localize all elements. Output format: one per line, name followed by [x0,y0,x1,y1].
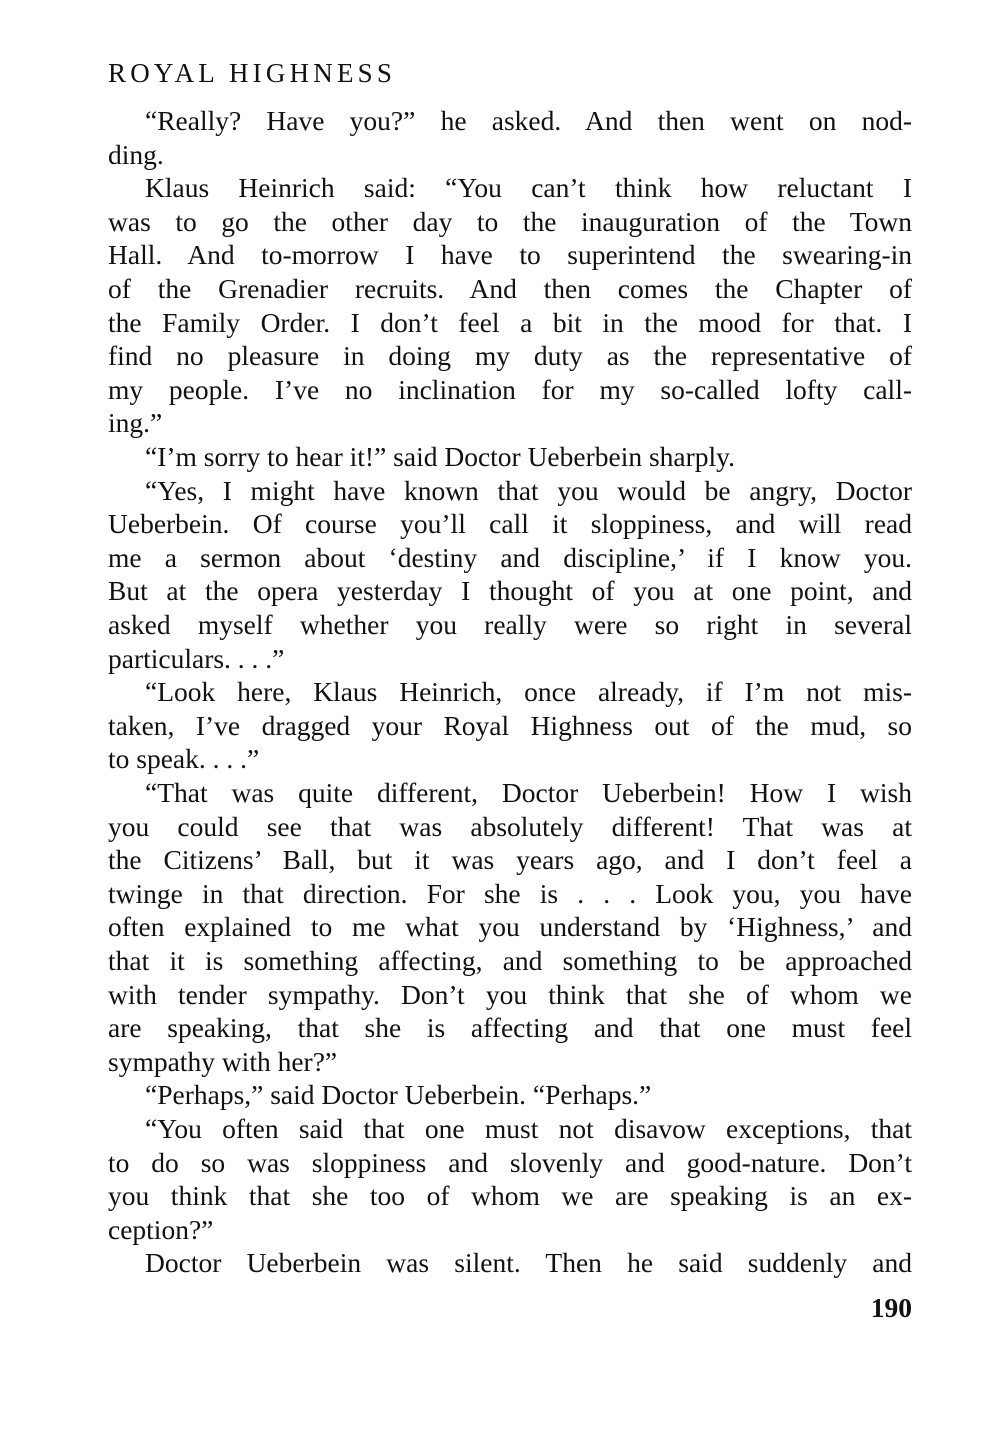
text-line: the Family Order. I don’t feel a bit in the mood for that. I [108,306,912,338]
text-line: asked myself whether you really were so right in several [108,609,912,640]
text-line: you could see that was absolutely different! That was at [108,810,912,842]
text-line: me a sermon about ‘destiny and discipline,’ if I know you. [108,541,912,573]
text-line: my people. I’ve no inclination for my so-called lofty call- [108,373,912,405]
text-line: the Citizens’ Ball, but it was years ago, and I don’t feel a [108,844,912,876]
text-line: “You often said that one must not disavow exceptions, that [145,1113,912,1144]
running-header: ROYAL HIGHNESS [108,58,397,88]
text-line: of the Grenadier recruits. And then comes the Chapter of [108,273,912,304]
text-line: you think that she too of whom we are speaking is an ex- [108,1180,912,1212]
text-line: ception?” [108,1213,214,1245]
text-line: ing.” [108,407,163,439]
text-line: to do so was sloppiness and slovenly and good-nature. Don’t [108,1146,912,1178]
text-line: “Really? Have you?” he asked. And then went on nod- [145,105,912,136]
text-line: are speaking, that she is affecting and that one must feel [108,1012,912,1044]
text-line: twinge in that direction. For she is . . . Look you, you have [108,877,912,909]
text-line: sympathy with her?” [108,1045,338,1077]
text-line: Hall. And to-morrow I have to superintend the swearing-in [108,239,912,271]
text-line: particulars. . . .” [108,642,285,674]
text-line: “I’m sorry to hear it!” said Doctor Ueberbein sharply. [145,441,736,472]
text-line: “That was quite different, Doctor Ueberbein! How I wish [145,777,912,808]
text-line: often explained to me what you understand by ‘Highness,’ and [108,911,912,943]
text-line: that it is something affecting, and something to be approached [108,945,912,976]
text-line: was to go the other day to the inauguration of the Town [108,205,912,237]
text-line: “Look here, Klaus Heinrich, once already, if I’m not mis- [145,676,912,708]
text-line: “Yes, I might have known that you would be angry, Doctor [145,474,912,506]
text-line: ding. [108,138,164,170]
text-line: But at the opera yesterday I thought of you at one point, and [108,575,912,607]
text-line: Ueberbein. Of course you’ll call it sloppiness, and will read [108,508,912,540]
text-line: to speak. . . .” [108,743,260,775]
text-line: taken, I’ve dragged your Royal Highness out of the mud, so [108,709,912,741]
text-line: with tender sympathy. Don’t you think that she of whom we [108,978,912,1010]
page-number: 190 [870,1292,912,1323]
text-line: “Perhaps,” said Doctor Ueberbein. “Perhaps.” [145,1079,652,1111]
text-line: Doctor Ueberbein was silent. Then he said suddenly and [145,1247,912,1279]
text-line: Klaus Heinrich said: “You can’t think how reluctant I [145,172,912,204]
text-line: find no pleasure in doing my duty as the representative of [108,340,912,372]
